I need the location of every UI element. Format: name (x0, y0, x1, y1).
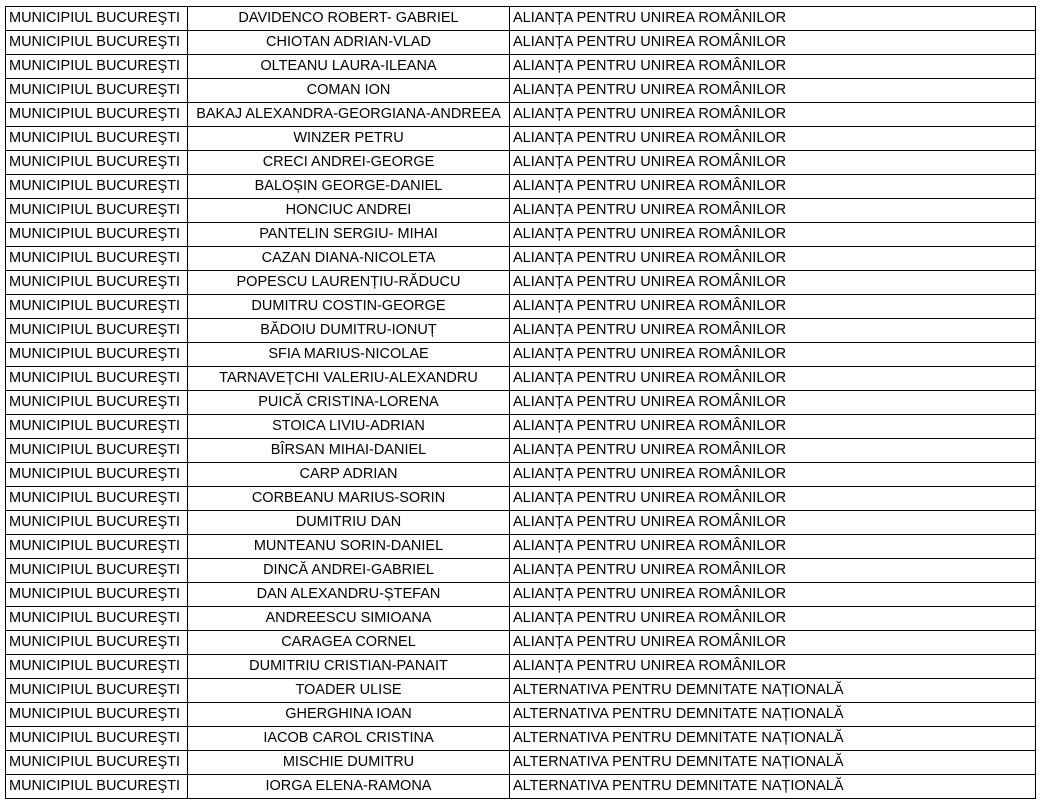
table-row (6, 199, 1036, 223)
party-cell: ALIANȚA PENTRU UNIREA ROMÂNILOR (510, 127, 1036, 151)
county-cell: MUNICIPIUL BUCUREŞTI (6, 295, 188, 319)
table-row (6, 655, 1036, 679)
table-row (6, 631, 1036, 655)
party-cell: ALIANȚA PENTRU UNIREA ROMÂNILOR (510, 55, 1036, 79)
party-cell: ALIANȚA PENTRU UNIREA ROMÂNILOR (510, 415, 1036, 439)
table-row (6, 727, 1036, 751)
party-cell: ALTERNATIVA PENTRU DEMNITATE NAȚIONALĂ (510, 703, 1036, 727)
candidate-name-cell: HONCIUC ANDREI (188, 199, 510, 223)
candidate-name-cell: DINCĂ ANDREI-GABRIEL (188, 559, 510, 583)
candidate-name-cell: DAN ALEXANDRU-ȘTEFAN (188, 583, 510, 607)
county-cell: MUNICIPIUL BUCUREŞTI (6, 55, 188, 79)
party-cell: ALIANȚA PENTRU UNIREA ROMÂNILOR (510, 31, 1036, 55)
candidate-name-cell: COMAN ION (188, 79, 510, 103)
county-cell: MUNICIPIUL BUCUREŞTI (6, 775, 188, 799)
candidate-name-cell: DUMITRIU DAN (188, 511, 510, 535)
county-cell: MUNICIPIUL BUCUREŞTI (6, 703, 188, 727)
candidate-table (5, 6, 1036, 799)
table-row (6, 247, 1036, 271)
party-cell: ALIANȚA PENTRU UNIREA ROMÂNILOR (510, 439, 1036, 463)
party-cell: ALIANȚA PENTRU UNIREA ROMÂNILOR (510, 247, 1036, 271)
candidate-name-cell: GHERGHINA IOAN (188, 703, 510, 727)
party-cell: ALIANȚA PENTRU UNIREA ROMÂNILOR (510, 271, 1036, 295)
county-cell: MUNICIPIUL BUCUREŞTI (6, 607, 188, 631)
candidate-name-cell: BĂDOIU DUMITRU-IONUȚ (188, 319, 510, 343)
candidate-name-cell: OLTEANU LAURA-ILEANA (188, 55, 510, 79)
county-cell: MUNICIPIUL BUCUREŞTI (6, 7, 188, 31)
table-row (6, 223, 1036, 247)
table-row (6, 415, 1036, 439)
party-cell: ALIANȚA PENTRU UNIREA ROMÂNILOR (510, 367, 1036, 391)
table-row (6, 775, 1036, 799)
table-row (6, 343, 1036, 367)
table-row (6, 271, 1036, 295)
party-cell: ALIANȚA PENTRU UNIREA ROMÂNILOR (510, 223, 1036, 247)
county-cell: MUNICIPIUL BUCUREŞTI (6, 151, 188, 175)
candidate-name-cell: IORGA ELENA-RAMONA (188, 775, 510, 799)
party-cell: ALIANȚA PENTRU UNIREA ROMÂNILOR (510, 655, 1036, 679)
candidate-name-cell: PANTELIN SERGIU- MIHAI (188, 223, 510, 247)
county-cell: MUNICIPIUL BUCUREŞTI (6, 223, 188, 247)
table-row (6, 295, 1036, 319)
party-cell: ALIANȚA PENTRU UNIREA ROMÂNILOR (510, 583, 1036, 607)
table-row (6, 55, 1036, 79)
party-cell: ALIANȚA PENTRU UNIREA ROMÂNILOR (510, 319, 1036, 343)
table-row (6, 31, 1036, 55)
candidate-name-cell: WINZER PETRU (188, 127, 510, 151)
candidate-name-cell: TOADER ULISE (188, 679, 510, 703)
county-cell: MUNICIPIUL BUCUREŞTI (6, 79, 188, 103)
county-cell: MUNICIPIUL BUCUREŞTI (6, 175, 188, 199)
party-cell: ALIANȚA PENTRU UNIREA ROMÂNILOR (510, 79, 1036, 103)
party-cell: ALIANȚA PENTRU UNIREA ROMÂNILOR (510, 511, 1036, 535)
party-cell: ALIANȚA PENTRU UNIREA ROMÂNILOR (510, 103, 1036, 127)
candidate-name-cell: CHIOTAN ADRIAN-VLAD (188, 31, 510, 55)
table-row (6, 175, 1036, 199)
candidate-name-cell: BALOȘIN GEORGE-DANIEL (188, 175, 510, 199)
candidate-name-cell: TARNAVEȚCHI VALERIU-ALEXANDRU (188, 367, 510, 391)
county-cell: MUNICIPIUL BUCUREŞTI (6, 511, 188, 535)
table-row (6, 583, 1036, 607)
party-cell: ALIANȚA PENTRU UNIREA ROMÂNILOR (510, 295, 1036, 319)
party-cell: ALIANȚA PENTRU UNIREA ROMÂNILOR (510, 391, 1036, 415)
table-row (6, 703, 1036, 727)
table-row (6, 7, 1036, 31)
table-row (6, 319, 1036, 343)
county-cell: MUNICIPIUL BUCUREŞTI (6, 439, 188, 463)
candidate-name-cell: SFIA MARIUS-NICOLAE (188, 343, 510, 367)
county-cell: MUNICIPIUL BUCUREŞTI (6, 271, 188, 295)
party-cell: ALTERNATIVA PENTRU DEMNITATE NAȚIONALĂ (510, 775, 1036, 799)
table-row (6, 679, 1036, 703)
county-cell: MUNICIPIUL BUCUREŞTI (6, 679, 188, 703)
county-cell: MUNICIPIUL BUCUREŞTI (6, 391, 188, 415)
county-cell: MUNICIPIUL BUCUREŞTI (6, 103, 188, 127)
candidate-name-cell: DUMITRIU CRISTIAN-PANAIT (188, 655, 510, 679)
table-row (6, 103, 1036, 127)
candidate-name-cell: CORBEANU MARIUS-SORIN (188, 487, 510, 511)
party-cell: ALIANȚA PENTRU UNIREA ROMÂNILOR (510, 631, 1036, 655)
county-cell: MUNICIPIUL BUCUREŞTI (6, 559, 188, 583)
candidate-name-cell: ANDREESCU SIMIOANA (188, 607, 510, 631)
party-cell: ALIANȚA PENTRU UNIREA ROMÂNILOR (510, 607, 1036, 631)
party-cell: ALIANȚA PENTRU UNIREA ROMÂNILOR (510, 535, 1036, 559)
candidate-name-cell: CARP ADRIAN (188, 463, 510, 487)
county-cell: MUNICIPIUL BUCUREŞTI (6, 751, 188, 775)
candidate-name-cell: PUICĂ CRISTINA-LORENA (188, 391, 510, 415)
table-row (6, 751, 1036, 775)
table-row (6, 151, 1036, 175)
county-cell: MUNICIPIUL BUCUREŞTI (6, 199, 188, 223)
table-row (6, 511, 1036, 535)
candidate-name-cell: BAKAJ ALEXANDRA-GEORGIANA-ANDREEA (188, 103, 510, 127)
county-cell: MUNICIPIUL BUCUREŞTI (6, 583, 188, 607)
party-cell: ALIANȚA PENTRU UNIREA ROMÂNILOR (510, 343, 1036, 367)
party-cell: ALIANȚA PENTRU UNIREA ROMÂNILOR (510, 7, 1036, 31)
county-cell: MUNICIPIUL BUCUREŞTI (6, 535, 188, 559)
candidate-name-cell: MUNTEANU SORIN-DANIEL (188, 535, 510, 559)
candidate-name-cell: CAZAN DIANA-NICOLETA (188, 247, 510, 271)
candidate-name-cell: DUMITRU COSTIN-GEORGE (188, 295, 510, 319)
candidate-name-cell: MISCHIE DUMITRU (188, 751, 510, 775)
table-body (6, 7, 1036, 799)
table-row (6, 535, 1036, 559)
county-cell: MUNICIPIUL BUCUREŞTI (6, 31, 188, 55)
county-cell: MUNICIPIUL BUCUREŞTI (6, 343, 188, 367)
table-row (6, 391, 1036, 415)
county-cell: MUNICIPIUL BUCUREŞTI (6, 631, 188, 655)
table-row (6, 127, 1036, 151)
county-cell: MUNICIPIUL BUCUREŞTI (6, 127, 188, 151)
party-cell: ALIANȚA PENTRU UNIREA ROMÂNILOR (510, 199, 1036, 223)
table-row (6, 487, 1036, 511)
party-cell: ALIANȚA PENTRU UNIREA ROMÂNILOR (510, 151, 1036, 175)
table-row (6, 439, 1036, 463)
candidate-name-cell: STOICA LIVIU-ADRIAN (188, 415, 510, 439)
party-cell: ALIANȚA PENTRU UNIREA ROMÂNILOR (510, 175, 1036, 199)
candidate-name-cell: DAVIDENCO ROBERT- GABRIEL (188, 7, 510, 31)
county-cell: MUNICIPIUL BUCUREŞTI (6, 727, 188, 751)
table-row (6, 463, 1036, 487)
county-cell: MUNICIPIUL BUCUREŞTI (6, 655, 188, 679)
party-cell: ALIANȚA PENTRU UNIREA ROMÂNILOR (510, 559, 1036, 583)
party-cell: ALIANȚA PENTRU UNIREA ROMÂNILOR (510, 463, 1036, 487)
county-cell: MUNICIPIUL BUCUREŞTI (6, 319, 188, 343)
party-cell: ALTERNATIVA PENTRU DEMNITATE NAȚIONALĂ (510, 679, 1036, 703)
county-cell: MUNICIPIUL BUCUREŞTI (6, 463, 188, 487)
county-cell: MUNICIPIUL BUCUREŞTI (6, 487, 188, 511)
county-cell: MUNICIPIUL BUCUREŞTI (6, 247, 188, 271)
party-cell: ALTERNATIVA PENTRU DEMNITATE NAȚIONALĂ (510, 751, 1036, 775)
county-cell: MUNICIPIUL BUCUREŞTI (6, 367, 188, 391)
table-row (6, 559, 1036, 583)
table-row (6, 79, 1036, 103)
party-cell: ALTERNATIVA PENTRU DEMNITATE NAȚIONALĂ (510, 727, 1036, 751)
candidate-name-cell: IACOB CAROL CRISTINA (188, 727, 510, 751)
candidate-name-cell: CARAGEA CORNEL (188, 631, 510, 655)
table-row (6, 367, 1036, 391)
party-cell: ALIANȚA PENTRU UNIREA ROMÂNILOR (510, 487, 1036, 511)
table-row (6, 607, 1036, 631)
county-cell: MUNICIPIUL BUCUREŞTI (6, 415, 188, 439)
candidate-name-cell: POPESCU LAURENȚIU-RĂDUCU (188, 271, 510, 295)
candidate-name-cell: BÎRSAN MIHAI-DANIEL (188, 439, 510, 463)
candidate-name-cell: CRECI ANDREI-GEORGE (188, 151, 510, 175)
